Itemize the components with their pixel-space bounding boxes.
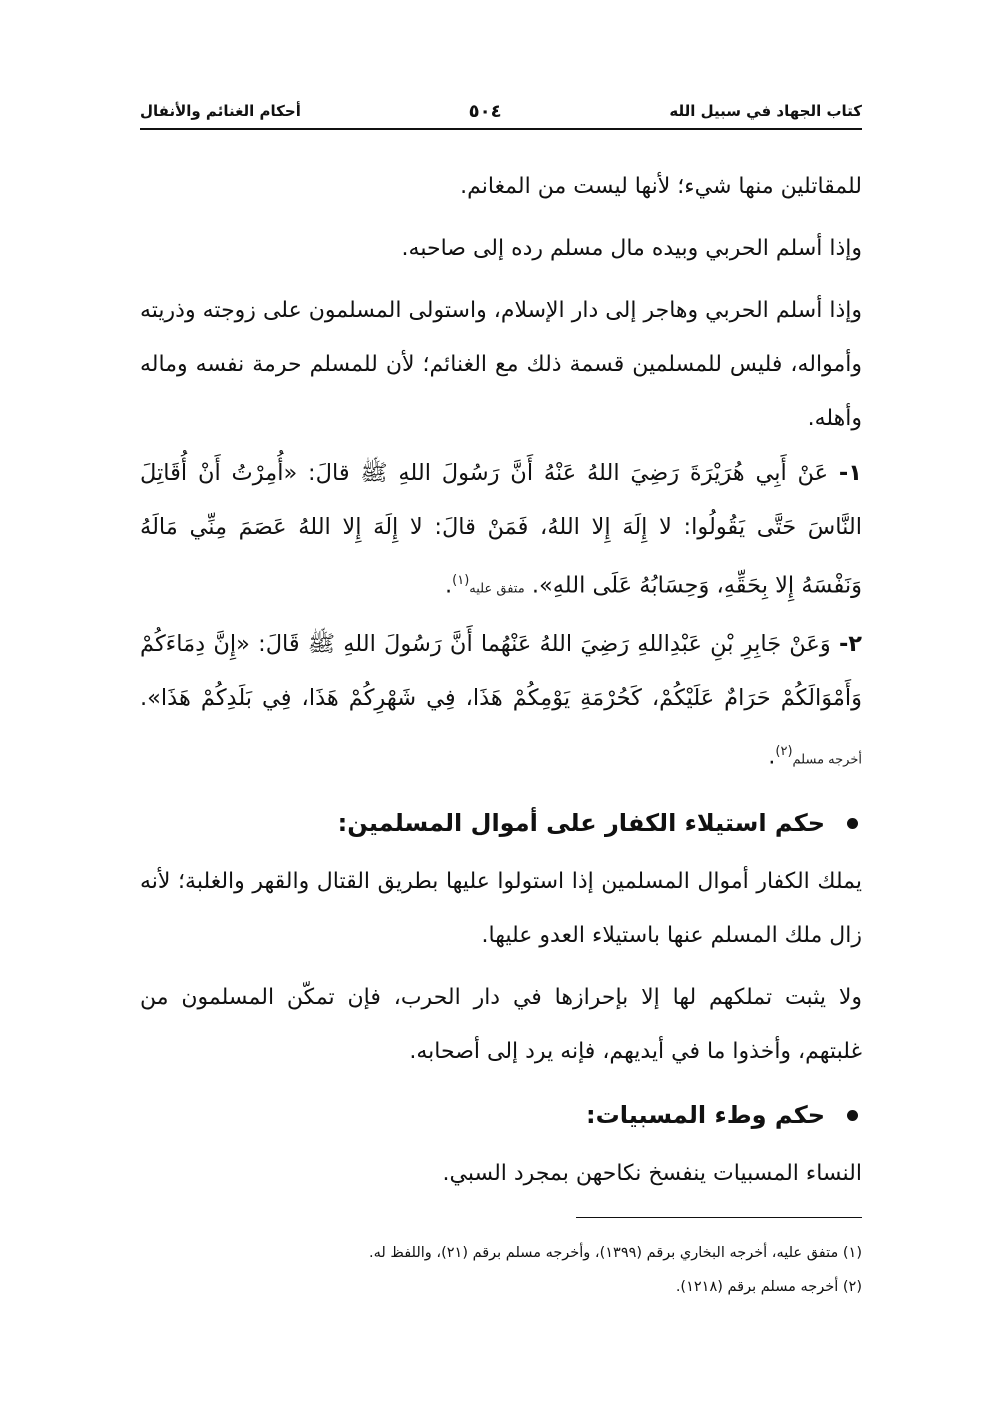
hadith-source: أخرجه مسلم xyxy=(792,752,862,767)
hadith-source: متفق عليه xyxy=(469,581,525,597)
footnote: (١) متفق عليه، أخرجه البخاري برقم (١٣٩٩)، وأخرجه مسلم برقم (٢١)، واللفظ له. xyxy=(369,1245,862,1261)
section-heading xyxy=(140,791,862,855)
running-header xyxy=(140,96,862,126)
footnote: (٢) أخرجه مسلم برقم (١٢١٨). xyxy=(675,1279,862,1295)
hadith-end: . xyxy=(444,572,453,599)
hadith-text: عَنْ أَبِي هُرَيْرَةَ رَضِيَ اللهُ عَنْهُ أَنَّ رَسُولَ اللهِ ﷺ قالَ: «أُمِرْتُ أَنْ أُقَاتِلَ النَّاسَ حَتَّى يَقُولُوا: لا إِلَهَ إِلا اللهُ، فَمَنْ قالَ: لا إِلَهَ إِلا اللهُ عَصَمَ مِنِّي مَالَهُ وَنَفْسَهُ إِلا بِحَقِّهِ، وَحِسَابُهُ عَلَى اللهِ». xyxy=(140,460,862,599)
page-number: ٥٠٤ xyxy=(468,100,502,122)
paragraph: النساء المسبيات ينفسخ نكاحهن بمجرد السبي. xyxy=(442,1161,862,1186)
footnotes xyxy=(140,1236,862,1304)
header-divider xyxy=(140,128,862,130)
bullet-icon xyxy=(847,818,858,829)
section-title: حكم وطء المسبيات: xyxy=(586,1101,825,1129)
footnote-divider xyxy=(576,1217,862,1218)
bullet-icon xyxy=(847,1110,858,1121)
paragraph: يملك الكفار أموال المسلمين إذا استولوا عليها بطريق القتال والقهر والغلبة؛ لأنه زال ملك المسلم عنها باستيلاء العدو عليها. xyxy=(140,869,862,948)
section-heading xyxy=(140,1083,862,1147)
hadith-1 xyxy=(140,446,862,617)
hadith-number: ١- xyxy=(838,460,862,486)
chapter-title: أحكام الغنائم والأنفال xyxy=(140,102,301,120)
main-text xyxy=(140,160,862,1201)
hadith-end: . xyxy=(768,743,776,769)
hadith-text: وَعَنْ جَابِرِ بْنِ عَبْدِاللهِ رَضِيَ اللهُ عَنْهُما أَنَّ رَسُولَ اللهِ ﷺ قَالَ: «إِنَّ دِمَاءَكُمْ وَأَمْوَالَكُمْ حَرَامٌ عَلَيْكُمْ، كَحُرْمَةِ يَوْمِكُمْ هَذَا، فِي شَهْرِكُمْ هَذَا، فِي بَلَدِكُمْ هَذَا». xyxy=(140,630,862,711)
section-title: حكم استيلاء الكفار على أموال المسلمين: xyxy=(337,809,825,837)
footnote-ref: (٢) xyxy=(775,743,793,759)
paragraph: وإذا أسلم الحربي وهاجر إلى دار الإسلام، واستولى المسلمون على زوجته وذريته وأمواله، فليس للمسلمين قسمة ذلك مع الغنائم؛ لأن للمسلم حرمة نفسه وماله وأهله. xyxy=(140,298,862,431)
paragraph: للمقاتلين منها شيء؛ لأنها ليست من المغانم. xyxy=(460,174,862,199)
footnote-ref: (١) xyxy=(452,573,470,588)
paragraph: ولا يثبت تملكهم لها إلا بإحرازها في دار الحرب، فإن تمكّن المسلمون من غلبتهم، وأخذوا ما في أيديهم، فإنه يرد إلى أصحابه. xyxy=(140,985,862,1064)
book-title: كتاب الجهاد في سبيل الله xyxy=(669,102,862,120)
paragraph: وإذا أسلم الحربي وبيده مال مسلم رده إلى صاحبه. xyxy=(401,236,862,261)
hadith-2 xyxy=(140,617,862,788)
hadith-number: ٢- xyxy=(838,630,863,657)
